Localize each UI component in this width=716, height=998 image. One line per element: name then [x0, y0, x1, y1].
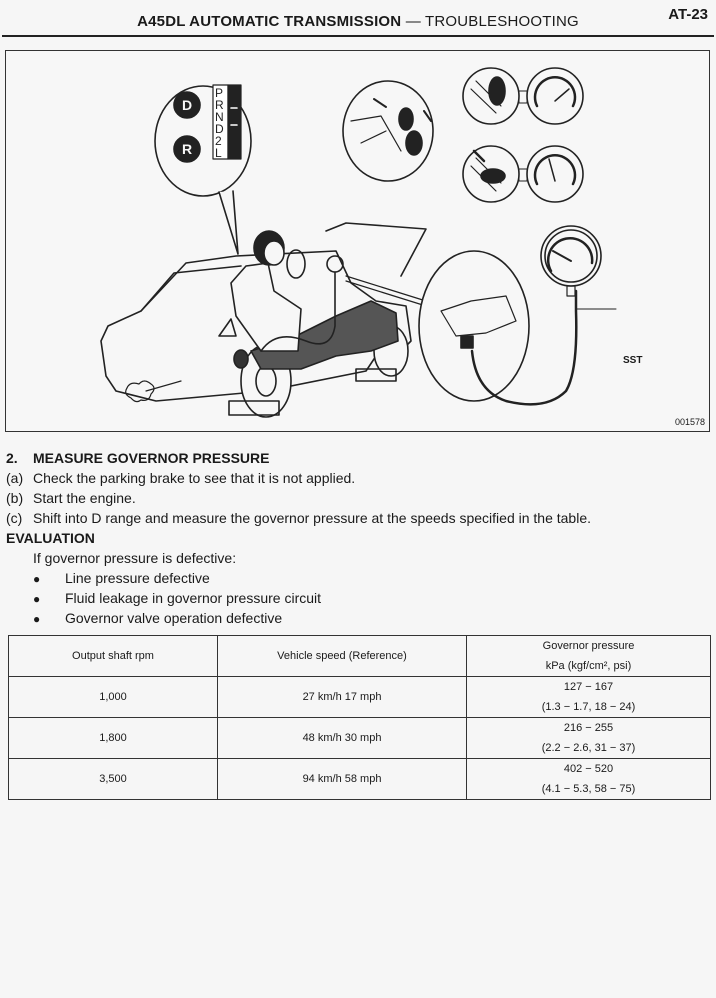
- table-header-row: [9, 636, 711, 677]
- svg-text:P: P: [215, 86, 224, 100]
- tachometer-3000rpm-callout: [463, 146, 583, 202]
- shift-selector-callout: [155, 85, 251, 254]
- cell-rpm: 1,000: [9, 677, 218, 718]
- governor-pressure-test-illustration: [6, 51, 711, 433]
- cause-item: [33, 568, 210, 589]
- header-title-separator: —: [401, 13, 426, 30]
- header-line: Governor pressure: [542, 640, 635, 652]
- header-rule: [2, 35, 714, 37]
- cause-text: Fluid leakage in governor pressure circuit: [65, 590, 322, 606]
- svg-text:N: N: [215, 110, 224, 124]
- cell-rpm: 3,500: [9, 759, 218, 800]
- step-text: Start the engine.: [33, 490, 136, 506]
- cell-speed: 94 km/h 58 mph: [218, 759, 467, 800]
- header-output-shaft-rpm: Output shaft rpm: [9, 636, 218, 677]
- svg-text:R: R: [182, 141, 193, 157]
- cell-pressure: [467, 759, 711, 800]
- pressure-alt-units: (2.2 − 2.6, 31 − 37): [541, 742, 636, 754]
- step-a: [6, 468, 355, 488]
- step-b: [6, 488, 136, 508]
- section-title: MEASURE GOVERNOR PRESSURE: [33, 450, 270, 466]
- governor-pressure-table: [8, 635, 711, 800]
- pressure-kpa: 402 − 520: [563, 763, 614, 775]
- table-row: [9, 677, 711, 718]
- section-heading: [6, 448, 269, 468]
- figure-code: 001578: [674, 417, 705, 427]
- header-title-main: A45DL AUTOMATIC TRANSMISSION: [137, 13, 402, 30]
- pressure-alt-units: (4.1 − 5.3, 58 − 75): [541, 783, 636, 795]
- header-vehicle-speed: Vehicle speed (Reference): [218, 636, 467, 677]
- cell-pressure: [467, 718, 711, 759]
- evaluation-heading: EVALUATION: [6, 530, 95, 546]
- pressure-kpa: 127 − 167: [563, 681, 614, 693]
- step-key: (b): [6, 490, 24, 506]
- table-row: [9, 718, 711, 759]
- header-unit-line: kPa (kgf/cm², psi): [545, 660, 632, 672]
- svg-text:L: L: [215, 146, 222, 160]
- bullet-icon: ●: [33, 612, 41, 626]
- section-number: 2.: [6, 450, 18, 466]
- step-key: (a): [6, 470, 24, 486]
- pressure-kpa: 216 − 255: [563, 722, 614, 734]
- step-text: Check the parking brake to see that it is not applied.: [33, 470, 356, 486]
- sst-pressure-gauge: [541, 226, 616, 309]
- svg-text:D: D: [215, 122, 224, 136]
- accelerator-pedal-callout: [343, 81, 433, 181]
- bullet-icon: ●: [33, 572, 41, 586]
- cell-speed: 27 km/h 17 mph: [218, 677, 467, 718]
- evaluation-intro: If governor pressure is defective:: [33, 550, 237, 566]
- step-text: Shift into D range and measure the governor pressure at the speeds specified in the table.: [33, 510, 592, 526]
- page-number: AT-23: [668, 6, 708, 23]
- illustration-figure: [5, 50, 710, 432]
- header-governor-pressure: [467, 636, 711, 677]
- cause-text: Governor valve operation defective: [65, 610, 283, 626]
- cause-text: Line pressure defective: [65, 570, 210, 586]
- step-c: [6, 508, 591, 528]
- svg-text:2: 2: [215, 134, 222, 148]
- tachometer-1000rpm-callout: [463, 68, 583, 124]
- header-title-section: TROUBLESHOOTING: [425, 13, 579, 30]
- page-header-title: [0, 13, 716, 30]
- table-row: [9, 759, 711, 800]
- bullet-icon: ●: [33, 592, 41, 606]
- cell-pressure: [467, 677, 711, 718]
- cell-speed: 48 km/h 30 mph: [218, 718, 467, 759]
- cell-rpm: 1,800: [9, 718, 218, 759]
- cause-item: [33, 608, 282, 629]
- cause-item: [33, 588, 321, 609]
- sst-label: SST: [623, 355, 643, 366]
- selector-button-labels: [182, 97, 192, 157]
- pressure-alt-units: (1.3 − 1.7, 18 − 24): [541, 701, 636, 713]
- svg-text:R: R: [215, 98, 224, 112]
- step-key: (c): [6, 510, 23, 526]
- svg-text:D: D: [182, 97, 193, 113]
